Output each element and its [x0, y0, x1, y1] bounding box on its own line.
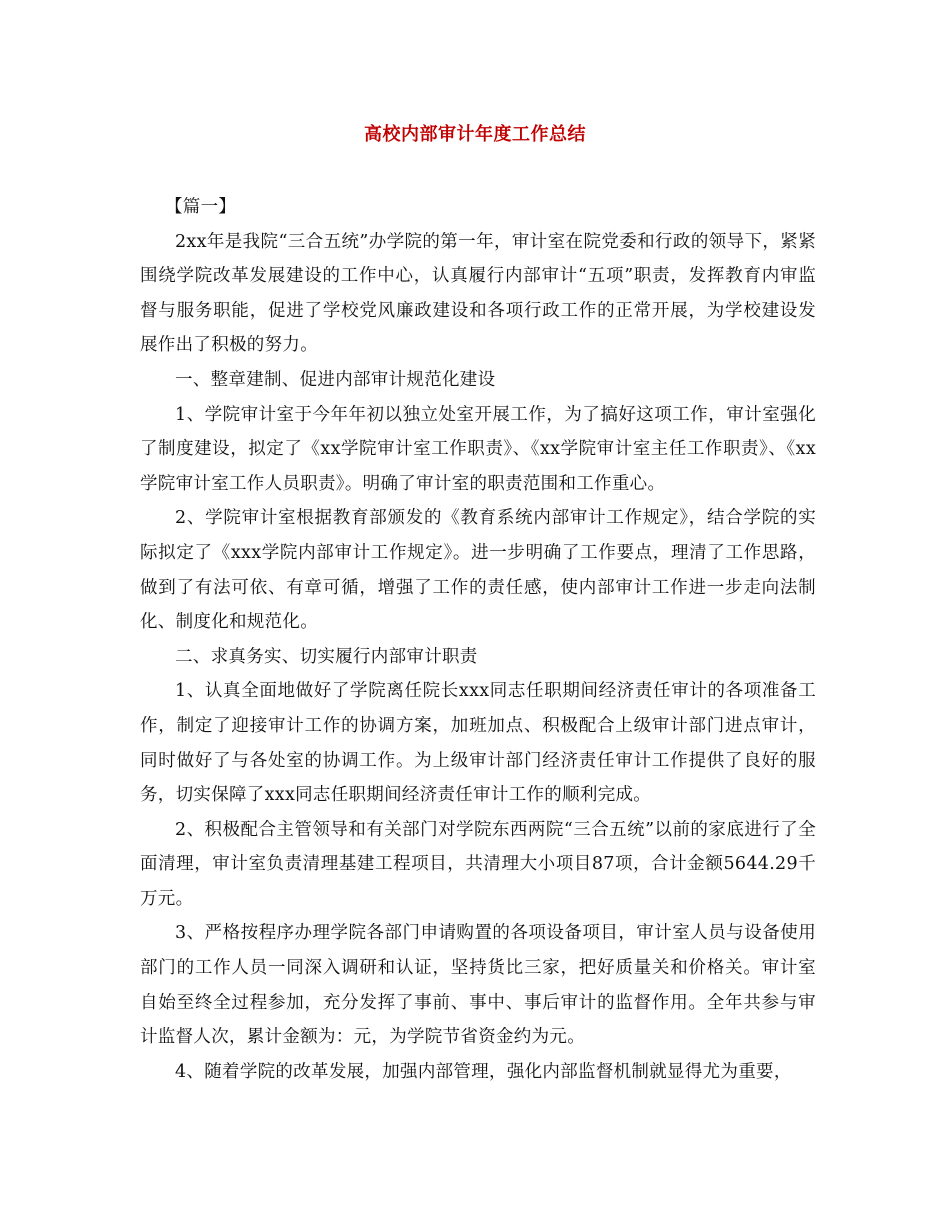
paragraph-1-2: 2、学院审计室根据教育部颁发的《教育系统内部审计工作规定》，结合学院的实际拟定了《xxx学院内部审计工作规定》。进一步明确了工作要点，理清了工作思路，做到了有法可依、有章可循，增强了工作的责任感，使内部审计工作进一步走向法制化、制度化和规范化。 — [140, 508, 816, 633]
section-heading-2: 二、求真务实、切实履行内部审计职责 — [175, 646, 478, 667]
paragraph-2-3: 3、严格按程序办理学院各部门申请购置的各项设备项目，审计室人员与设备使用部门的工作人员一同深入调研和认证，坚持货比三家，把好质量关和价格关。审计室自始至终全过程参加，充分发挥了事前、事中、事后审计的监督作用。全年共参与审计监督人次，累计金额为：元，为学院节省资金约为元。 — [140, 923, 816, 1048]
intro-paragraph: 2xx年是我院“三合五统”办学院的第一年，审计室在院党委和行政的领导下，紧紧围绕学院改革发展建设的工作中心，认真履行内部审计“五项”职责，发挥教育内审监督与服务职能，促进了学校党风廉政建设和各项行政工作的正常开展，为学校建设发展作出了积极的努力。 — [140, 231, 816, 356]
paragraph-1-1: 1、学院审计室于今年年初以独立处室开展工作，为了搞好这项工作，审计室强化了制度建设，拟定了《xx学院审计室工作职责》、《xx学院审计室主任工作职责》、《xx学院审计室工作人员职责》。明确了审计室的职责范围和工作重心。 — [140, 404, 816, 494]
document-body — [140, 190, 816, 1089]
paragraph-2-1: 1、认真全面地做好了学院离任院长xxx同志任职期间经济责任审计的各项准备工作，制定了迎接审计工作的协调方案，加班加点、积极配合上级审计部门进点审计，同时做好了与各处室的协调工作。为上级审计部门经济责任审计工作提供了良好的服务，切实保障了xxx同志任职期间经济责任审计工作的顺利完成。 — [140, 681, 816, 806]
document-title: 高校内部审计年度工作总结 — [364, 124, 586, 145]
paragraph-2-4: 4、随着学院的改革发展，加强内部管理，强化内部监督机制就显得尤为重要， — [175, 1061, 792, 1082]
paragraph-2-2: 2、积极配合主管领导和有关部门对学院东西两院“三合五统”以前的家底进行了全面清理，审计室负责清理基建工程项目，共清理大小项目87项，合计金额5644.29千万元。 — [140, 819, 816, 909]
section-tag: 【篇一】 — [165, 197, 237, 217]
section-heading-1: 一、整章建制、促进内部审计规范化建设 — [175, 369, 496, 390]
